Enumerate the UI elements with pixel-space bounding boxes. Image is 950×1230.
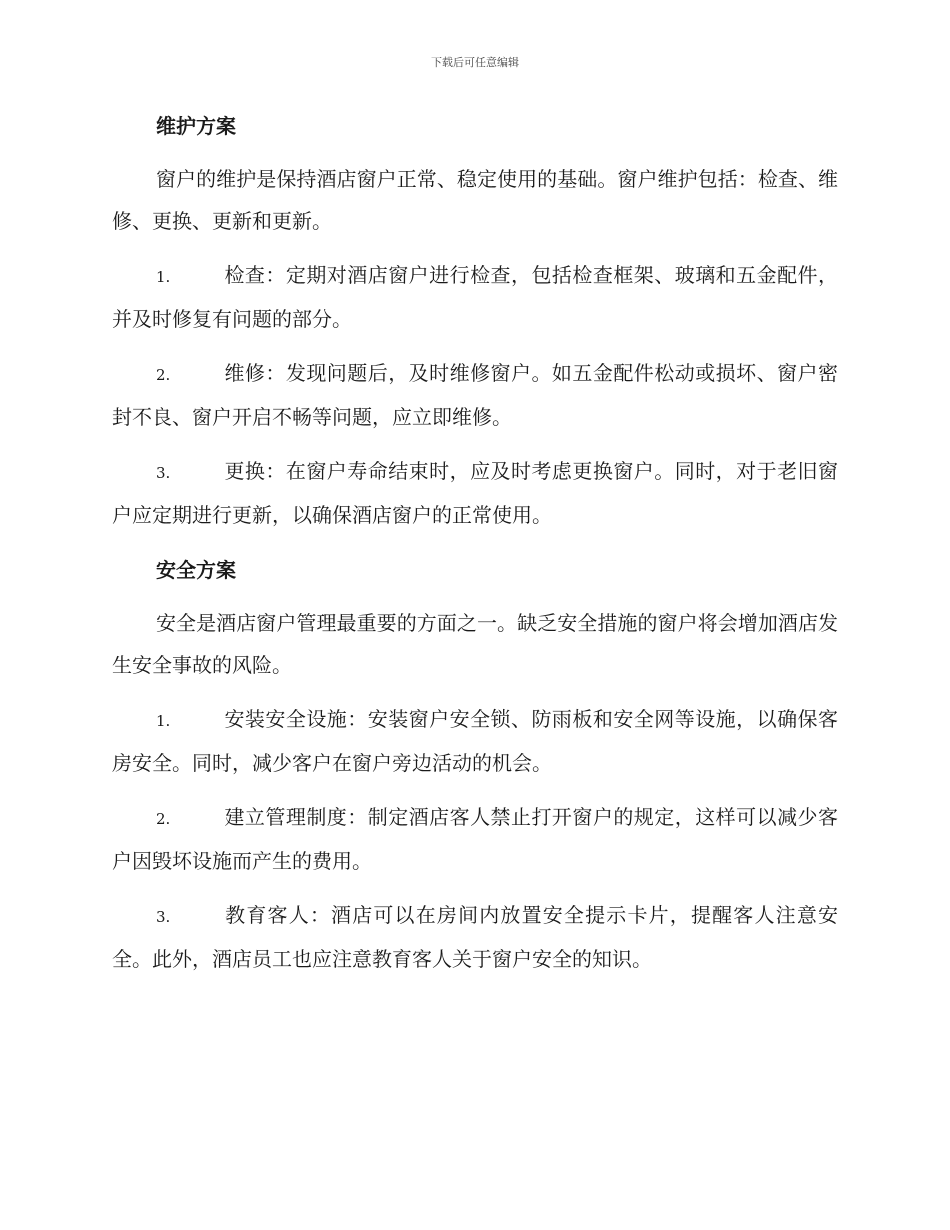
section-intro-safety: 安全是酒店窗户管理最重要的方面之一。缺乏安全措施的窗户将会增加酒店发生安全事故的风险。 — [112, 611, 838, 677]
list-item — [112, 894, 838, 980]
list-item-number: 2. — [156, 810, 171, 828]
document-body — [112, 104, 838, 992]
list-item-text: 安装安全设施：安装窗户安全锁、防雨板和安全网等设施，以确保客房安全。同时，减少客户在窗户旁边活动的机会。 — [112, 707, 838, 775]
section-heading-maintenance: 维护方案 — [156, 114, 236, 138]
list-item-text: 教育客人：酒店可以在房间内放置安全提示卡片，提醒客人注意安全。此外，酒店员工也应注意教育客人关于窗户安全的知识。 — [112, 903, 838, 971]
list-item-text: 建立管理制度：制定酒店客人禁止打开窗户的规定，这样可以减少客户因毁坏设施而产生的费用。 — [112, 805, 838, 873]
list-item-number: 1. — [156, 712, 171, 730]
list-item-number: 3. — [156, 908, 171, 926]
list-item-number: 1. — [156, 268, 171, 286]
section-intro-maintenance: 窗户的维护是保持酒店窗户正常、稳定使用的基础。窗户维护包括：检查、维修、更换、更新和更新。 — [112, 167, 838, 233]
page-header: 下载后可任意编辑 — [431, 56, 519, 69]
list-item — [112, 450, 838, 536]
list-item-text: 检查：定期对酒店窗户进行检查，包括检查框架、玻璃和五金配件，并及时修复有问题的部分。 — [112, 263, 838, 331]
list-item — [112, 352, 838, 438]
section-heading-safety: 安全方案 — [156, 558, 236, 582]
list-item-text: 更换：在窗户寿命结束时，应及时考虑更换窗户。同时，对于老旧窗户应定期进行更新，以确保酒店窗户的正常使用。 — [112, 459, 838, 527]
list-item-number: 3. — [156, 464, 171, 482]
list-item-text: 维修：发现问题后，及时维修窗户。如五金配件松动或损坏、窗户密封不良、窗户开启不畅等问题，应立即维修。 — [112, 361, 838, 429]
list-item — [112, 698, 838, 784]
list-item — [112, 254, 838, 340]
list-item-number: 2. — [156, 366, 171, 384]
list-item — [112, 796, 838, 882]
